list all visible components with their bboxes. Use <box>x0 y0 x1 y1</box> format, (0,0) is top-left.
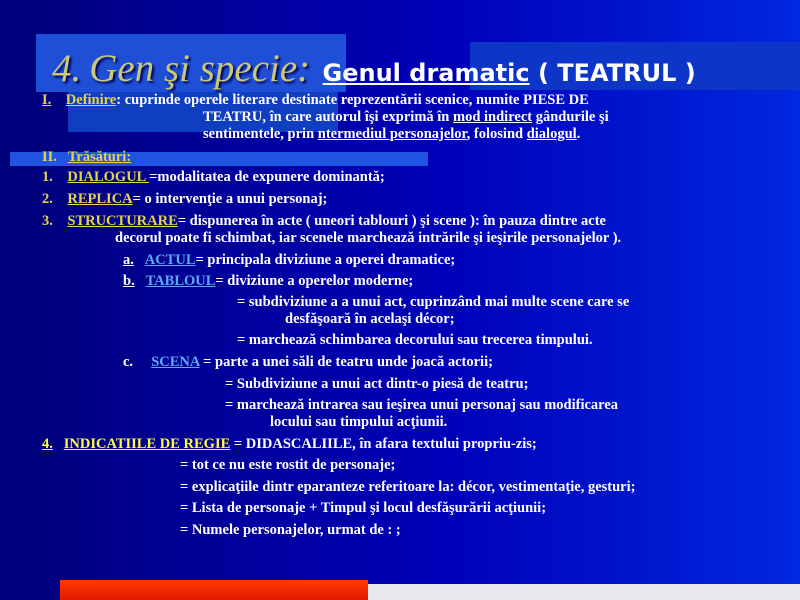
definire-text-1: : cuprinde operele literare destinate reprezentării scenice, numite PIESE DE <box>116 92 589 108</box>
sub-b-line-3: desfăşoară în acelaşi décor; <box>285 311 455 327</box>
item-3-number: 3. <box>42 213 53 229</box>
trasaturi-heading <box>42 149 131 166</box>
indicatii-line-4-text: = Numele personajelor, urmat de : ; <box>180 522 401 538</box>
sub-tabloul-line-3 <box>285 311 455 328</box>
definire-intermediul: ntermediul personajelor <box>317 126 467 142</box>
item-2-text: = o intervenţie a unui personaj; <box>132 191 328 207</box>
title-teatrul: ( TEATRUL ) <box>529 59 696 87</box>
indicatii-line-1-text: = tot ce nu este rostit de personaje; <box>180 457 396 473</box>
indicatii-line-4 <box>180 522 401 539</box>
decor-bar-bottom-red <box>60 580 368 600</box>
sub-actul <box>123 252 455 269</box>
slide-title <box>52 46 696 91</box>
sub-tabloul <box>123 273 413 290</box>
sub-a-mark: a. <box>123 252 134 268</box>
item-3-text-2: decorul poate fi schimbat, iar scenele marchează intrările şi ieşirile personajelor ). <box>115 230 622 246</box>
item-2-label: REPLICA <box>67 191 133 207</box>
item-3-text: = dispunerea în acte ( uneori tablouri ) şi scene ): în pauza dintre acte <box>177 213 606 229</box>
item-1-label: DIALOGUL <box>67 169 150 185</box>
indicatii-text: = DIDASCALIILE, în afara textului propriu-zis; <box>230 436 537 452</box>
indicatii-line-1 <box>180 457 395 474</box>
definire-text-2: TEATRU, în care autorul îşi exprimă în <box>203 109 453 125</box>
indicatii-label: INDICATIILE DE REGIE <box>63 436 231 452</box>
sub-c-mark: c. <box>123 354 134 370</box>
item-1-text: =modalitatea de expunere dominantă; <box>149 169 385 185</box>
sub-a-text: = principala diviziune a operei dramatice; <box>195 252 456 268</box>
sub-c-line-3: = marchează intrarea sau ieşirea unui personaj sau modificarea <box>225 397 619 413</box>
definire-mod-indirect: mod indirect <box>453 109 533 125</box>
sub-b-mark: b. <box>123 273 135 289</box>
item-2-number: 2. <box>42 191 53 207</box>
sub-scena <box>123 354 493 371</box>
title-number: 4. <box>52 47 82 90</box>
definire-text-3b: , folosind <box>466 126 527 142</box>
definire-line-3 <box>203 126 580 143</box>
sub-c-text: = parte a unei săli de teatru unde joacă actorii; <box>199 354 493 370</box>
sub-b-label: TABLOUL <box>145 273 216 289</box>
item-structurare-line-2 <box>115 230 621 247</box>
indicatii-line-2 <box>180 479 635 496</box>
definire-line-2 <box>203 109 609 126</box>
definire-number: I. <box>42 92 52 108</box>
sub-scena-line-4 <box>270 414 447 431</box>
definire-text-3a: sentimentele, prin <box>203 126 318 142</box>
sub-c-line-2: = Subdiviziune a unui act dintr-o piesă de teatru; <box>225 376 529 392</box>
sub-tabloul-line-4 <box>237 332 593 349</box>
sub-c-label: SCENA <box>151 354 200 370</box>
sub-scena-line-2 <box>225 376 528 393</box>
sub-b-line-4: = marchează schimbarea decorului sau trecerea timpului. <box>237 332 593 348</box>
sub-b-text: = diviziune a operelor moderne; <box>215 273 414 289</box>
item-dialogul <box>42 169 385 186</box>
title-genul-dramatic: Genul dramatic <box>322 59 530 87</box>
definire-dialogul: dialogul <box>526 126 577 142</box>
indicatii-line-3-text: = Lista de personaje + Timpul şi locul desfăşurării acţiunii; <box>180 500 547 516</box>
item-3-label: STRUCTURARE <box>67 213 178 229</box>
definire-text-3c: . <box>576 126 581 142</box>
decor-bar-bottom-white <box>368 584 800 600</box>
indicatii-line-3 <box>180 500 546 517</box>
sub-c-line-4: locului sau timpului acţiunii. <box>270 414 448 430</box>
indicatii-heading <box>42 436 537 453</box>
trasaturi-number: II. <box>42 149 57 165</box>
definire-text-2b: gândurile şi <box>532 109 609 125</box>
sub-a-label: ACTUL <box>144 252 196 268</box>
trasaturi-label: Trăsături: <box>67 149 132 165</box>
sub-tabloul-line-2 <box>237 294 629 311</box>
indicatii-number: 4. <box>42 436 53 452</box>
indicatii-line-2-text: = explicaţiile dintr eparanteze referitoare la: décor, vestimentaţie, gesturi; <box>180 479 636 495</box>
title-main: Gen şi specie: <box>89 47 311 90</box>
item-structurare <box>42 213 606 230</box>
sub-scena-line-3 <box>225 397 618 414</box>
sub-b-line-2: = subdiviziune a a unui act, cuprinzând mai multe scene care se <box>237 294 630 310</box>
item-1-number: 1. <box>42 169 53 185</box>
definire-line-1 <box>42 92 589 109</box>
definire-label: Definire <box>65 92 117 108</box>
item-replica <box>42 191 327 208</box>
